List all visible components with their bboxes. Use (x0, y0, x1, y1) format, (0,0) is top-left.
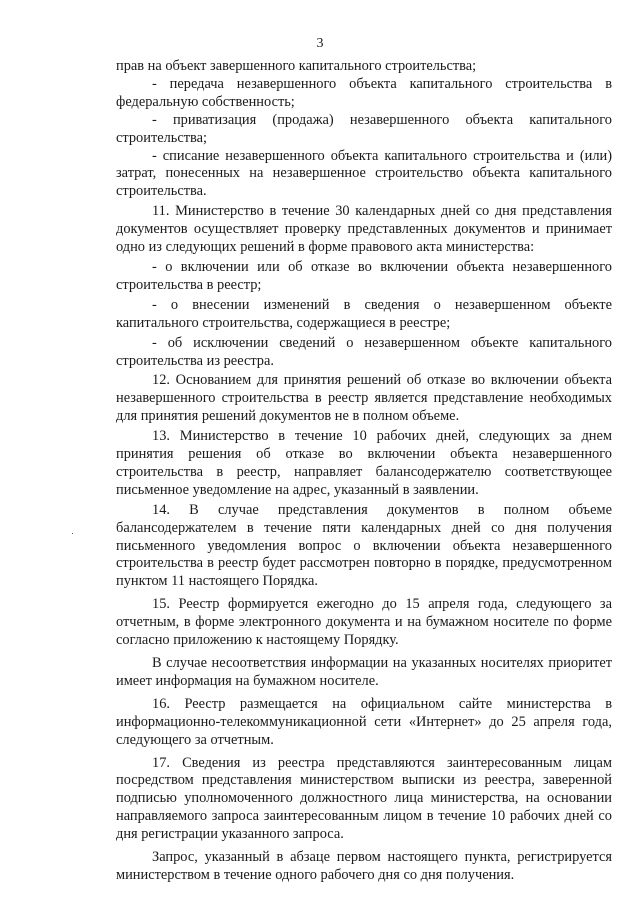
paragraph-continuation: прав на объект завершенного капитального строительства; (116, 58, 477, 74)
paragraph-item-13: 13. Министерство в течение 10 рабочих дней, следующих за днем принятия решения об отказе во включении объекта незавершенного строительства в реестр, направляет балансодержателю соответствующее письменное уведомление на адрес, указанный в заявлении. (116, 428, 612, 498)
paragraph-item-12: 12. Основанием для принятия решений об отказе во включении объекта незавершенного строительства в реестр является представление необходимых для принятия решений документов не в полном объеме. (116, 372, 612, 425)
list-item-amendment-decision: - о внесении изменений в сведения о незавершенном объекте капитального строительства, содержащиеся в реестре; (116, 296, 612, 331)
page-number: 3 (316, 36, 324, 51)
scan-speck (72, 533, 73, 534)
list-item-exclusion-decision: - об исключении сведений о незавершенном объекте капитального строительства из реестра. (116, 334, 612, 369)
list-item-privatization: - приватизация (продажа) незавершенного объекта капитального строительства; (116, 111, 612, 146)
paragraph-item-15: 15. Реестр формируется ежегодно до 15 апреля года, следующего за отчетным, в форме электронного документа и на бумажном носителе по форме согласно приложению к настоящему Порядку. (116, 596, 612, 649)
paragraph-request-registration: Запрос, указанный в абзаце первом настоящего пункта, регистрируется министерством в течение одного рабочего дня со дня получения. (116, 849, 612, 883)
list-item-write-off: - списание незавершенного объекта капитального строительства и (или) затрат, понесенных на незавершенное строительство объекта капитального строительства. (116, 147, 612, 200)
list-item-federal-transfer: - передача незавершенного объекта капитального строительства в федеральную собственность; (116, 75, 612, 110)
list-item-inclusion-decision: - о включении или об отказе во включении объекта незавершенного строительства в реестр; (116, 258, 612, 293)
paragraph-priority-note: В случае несоответствия информации на указанных носителях приоритет имеет информация на бумажном носителе. (116, 655, 612, 689)
paragraph-item-16: 16. Реестр размещается на официальном сайте министерства в информационно-телекоммуникационной сети «Интернет» до 25 апреля года, следующего за отчетным. (116, 695, 612, 748)
paragraph-item-11: 11. Министерство в течение 30 календарных дней со дня представления документов осуществляет проверку представленных документов и принимает одно из следующих решений в форме правового акта министерства: (116, 203, 612, 256)
paragraph-item-17: 17. Сведения из реестра представляются заинтересованным лицам посредством представления министерством выписки из реестра, заверенной подписью уполномоченного должностного лица министерства, на основании направляемого запроса заинтересованным лицом в течение 10 рабочих дней со дня регистрации указанного запроса. (116, 754, 612, 843)
document-body (116, 58, 612, 885)
paragraph-item-14: 14. В случае представления документов в полном объеме балансодержателем в течение пяти календарных дней со дня получения письменного уведомления вопрос о включении объекта незавершенного строительства в реестр будет рассмотрен повторно в порядке, предусмотренном пунктом 11 настоящего Порядка. (116, 501, 612, 590)
